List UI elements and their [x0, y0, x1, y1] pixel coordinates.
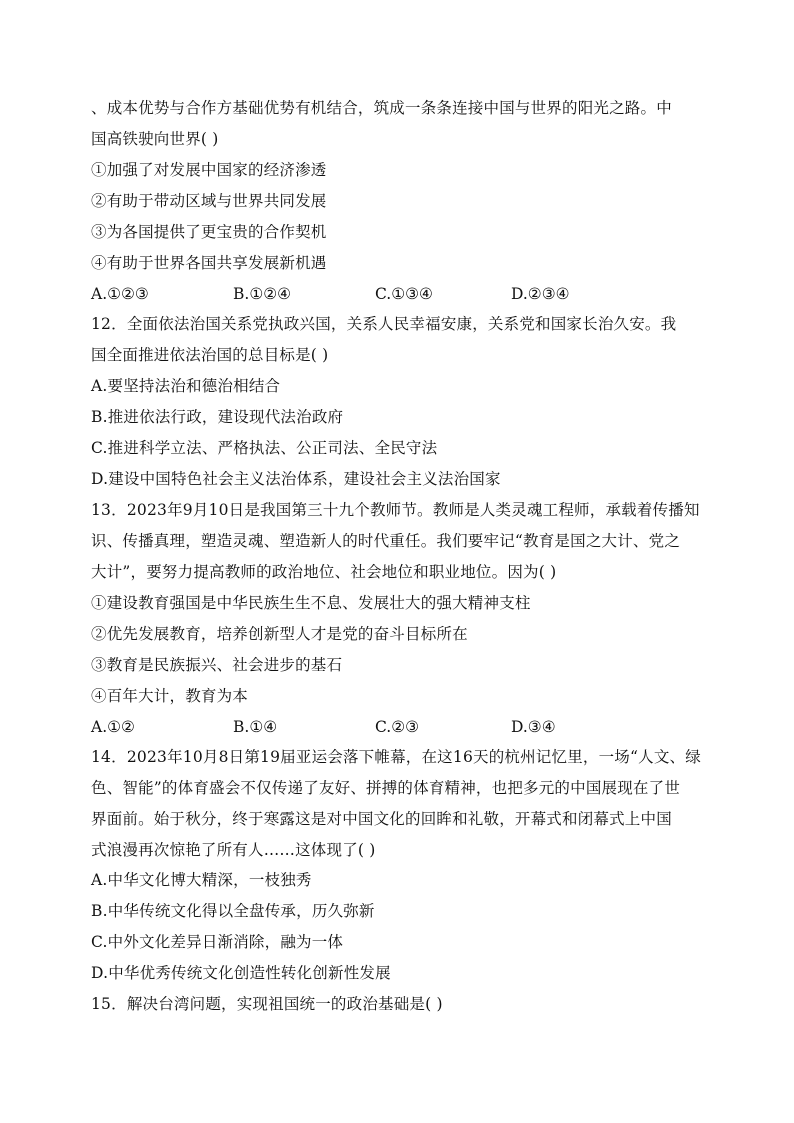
q11-statement-2: ②有助于带动区域与世界共同发展 [91, 192, 327, 210]
q14-option-c: C.中外文化差异日渐消除，融为一体 [91, 933, 344, 951]
q11-choice-d: D.②③④ [511, 285, 570, 303]
q11-statement-3: ③为各国提供了更宝贵的合作契机 [91, 223, 327, 241]
q13-choice-d: D.③④ [511, 718, 556, 736]
q13-statement-4: ④百年大计，教育为本 [91, 687, 249, 705]
q14-stem-line-2: 色、智能”的体育盛会不仅传递了友好、拼搏的体育精神，也把多元的中国展现在了世 [91, 779, 681, 797]
q13-choice-c: C.②③ [375, 718, 420, 736]
q11-choice-a: A.①②③ [91, 285, 149, 303]
q13-choices [91, 717, 711, 737]
q14-stem-line-4: 式浪漫再次惊艳了所有人……这体现了( ) [91, 841, 376, 859]
q14-option-b: B.中华传统文化得以全盘传承，历久弥新 [91, 902, 375, 920]
q11-stem-line-2: 国高铁驶向世界( ) [91, 130, 219, 148]
q14-stem-line-3: 界面前。始于秋分，终于寒露这是对中国文化的回眸和礼敬，开幕式和闭幕式上中国 [91, 810, 672, 828]
q11-statement-1: ①加强了对发展中国家的经济渗透 [91, 161, 327, 179]
q11-stem-line-1: 、成本优势与合作方基础优势有机结合，筑成一条条连接中国与世界的阳光之路。中 [91, 99, 672, 117]
q15-stem-line-1: 15．解决台湾问题，实现祖国统一的政治基础是( ) [91, 995, 443, 1013]
q12-option-c: C.推进科学立法、严格执法、公正司法、全民守法 [91, 439, 438, 457]
q13-stem-line-1: 13．2023年9月10日是我国第三十九个教师节。教师是人类灵魂工程师，承载着传播知 [91, 501, 700, 519]
q12-option-a: A.要坚持法治和德治相结合 [91, 377, 281, 395]
q11-choice-c: C.①③④ [375, 285, 433, 303]
q12-option-b: B.推进依法行政，建设现代法治政府 [91, 408, 344, 426]
q14-option-d: D.中华优秀传统文化创造性转化创新性发展 [91, 964, 391, 982]
q13-statement-2: ②优先发展教育，培养创新型人才是党的奋斗目标所在 [91, 625, 468, 643]
q14-stem-line-1: 14．2023年10月8日第19届亚运会落下帷幕，在这16天的杭州记忆里，一场“人文、绿 [91, 748, 701, 766]
q13-statement-3: ③教育是民族振兴、社会进步的基石 [91, 656, 343, 674]
q14-option-a: A.中华文化博大精深，一枝独秀 [91, 871, 312, 889]
q13-choice-b: B.①④ [233, 718, 278, 736]
q11-statement-4: ④有助于世界各国共享发展新机遇 [91, 254, 327, 272]
q11-choice-b: B.①②④ [233, 285, 292, 303]
q13-stem-line-2: 识、传播真理，塑造灵魂、塑造新人的时代重任。我们要牢记“教育是国之大计、党之 [91, 532, 681, 550]
q11-choices [91, 284, 711, 304]
q13-choice-a: A.①② [91, 718, 135, 736]
q12-option-d: D.建设中国特色社会主义法治体系，建设社会主义法治国家 [91, 470, 501, 488]
q12-stem-line-1: 12．全面依法治国关系党执政兴国，关系人民幸福安康，关系党和国家长治久安。我 [91, 315, 677, 333]
q13-statement-1: ①建设教育强国是中华民族生生不息、发展壮大的强大精神支柱 [91, 594, 531, 612]
q12-stem-line-2: 国全面推进依法治国的总目标是( ) [91, 346, 329, 364]
q13-stem-line-3: 大计”，要努力提高教师的政治地位、社会地位和职业地位。因为( ) [91, 563, 557, 581]
